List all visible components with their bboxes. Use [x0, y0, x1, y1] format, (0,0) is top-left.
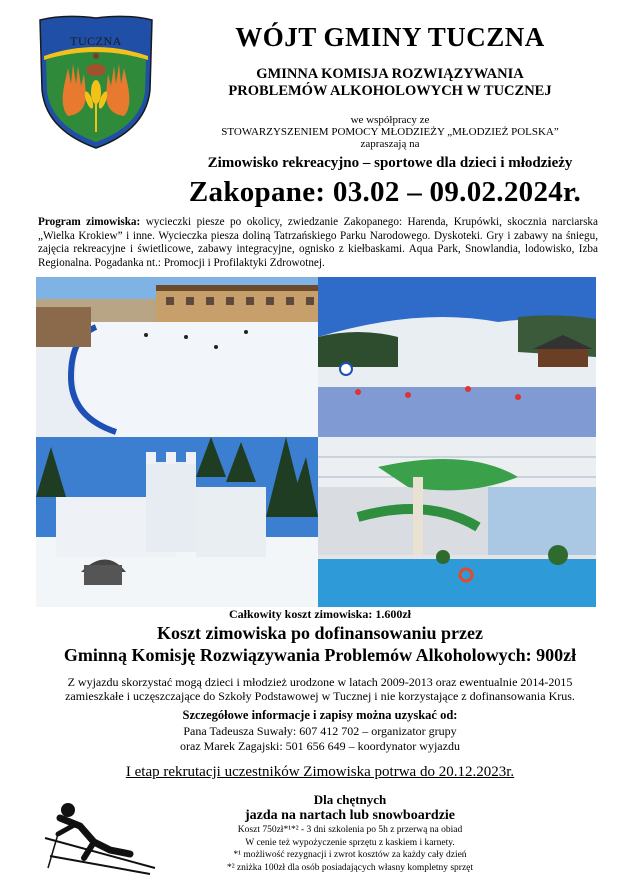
subtitle-line-1: GMINNA KOMISJA ROZWIĄZYWANIA — [256, 66, 524, 82]
eligibility-info — [40, 675, 600, 703]
subtitle-line-2: PROBLEMÓW ALKOHOLOWYCH W TUCZNEJ — [228, 83, 552, 99]
page-subtitle — [170, 66, 610, 100]
contact-organizer: Pana Tadeusza Suwały: 607 412 702 – organizator grupy — [183, 724, 457, 738]
crest-name: TUCZNA — [70, 34, 122, 48]
eligibility-line-1: Z wyjazdu skorzystać mogą dzieci i młodzież urodzone w latach 2009-2013 oraz ewentualnie 2014-2015 — [67, 675, 573, 689]
program-text: wycieczki piesze po okolicy, zwiedzanie Zakopanego: Harenda, Krupówki, skocznia narciarska „Wielka Krokiew” i inne. Wycieczka piesza doliną Tatrzańskiego Parku Narodowego. Dyskoteki. Gry i zabawy na śniegu, zajęcia rekreacyjne i świetlicowe, zabawy integracyjne, ognisko z kiełbaskami. Aqua Park, Snowlandia, lodowisko, Izba Regionalna. Pogadanka nt.: Promocji i Profilaktyki Zdrowotnej. — [38, 216, 598, 269]
optional-note-4: *² zniżka 100zł dla osób posiadających własny kompletny sprzęt — [226, 862, 474, 873]
optional-note-3: *¹ możliwość rezygnacji i zwrot kosztów za każdy cały dzień — [233, 850, 467, 860]
recruitment-deadline: I etap rekrutacji uczestników Zimowiska potrwa do 20.12.2023r. — [125, 764, 515, 780]
program-description — [38, 216, 598, 270]
event-name: Zimowisko rekreacyjno – sportowe dla dzieci i młodzieży — [207, 155, 573, 171]
optional-note-2: W cenie też wypożyczenie sprzętu z kaskiem i karnety. — [245, 837, 455, 848]
optional-note-1: Koszt 750zł*¹*² - 3 dni szkolenia po 5h z przerwą na obiad — [237, 825, 463, 835]
snow-castle-photo — [36, 437, 318, 607]
contact-coordinator: oraz Marek Zagajski: 501 656 649 – koordynator wyjazdu — [180, 738, 460, 753]
optional-heading: Dla chętnych — [313, 792, 387, 807]
details-heading: Szczegółowe informacje i zapisy można uzyskać od: — [182, 708, 458, 722]
cooperation-line-3: zapraszają na — [360, 138, 420, 150]
contact-info — [40, 724, 600, 753]
tuczna-crest-logo — [34, 12, 158, 152]
optional-activity: jazda na nartach lub snowboardzie — [244, 808, 456, 823]
cooperation-line-1: we współpracy ze — [350, 114, 430, 126]
subsidized-cost-line-1: Koszt zimowiska po dofinansowaniu przez — [156, 623, 484, 643]
skier-icon — [40, 798, 160, 878]
event-dates: Zakopane: 03.02 – 09.02.2024r. — [188, 176, 582, 208]
ice-rink-photo — [36, 277, 318, 437]
aqua-park-photo — [318, 437, 596, 607]
ski-slope-photo — [318, 277, 596, 437]
total-cost: Całkowity koszt zimowiska: 1.600zł — [229, 607, 411, 621]
page-title: WÓJT GMINY TUCZNA — [235, 22, 545, 52]
cooperation-line-2: STOWARZYSZENIEM POMOCY MŁODZIEŻY „MŁODZIEŻ POLSKA” — [221, 126, 559, 138]
subsidized-cost-line-2: Gminną Komisję Rozwiązywania Problemów Alkoholowych: 900zł — [63, 645, 577, 665]
program-label: Program zimowiska: — [38, 216, 141, 228]
optional-notes — [150, 824, 550, 874]
eligibility-line-2: zamieszkałe i uczęszczające do Szkoły Podstawowej w Tucznej i nie korzystające z dofinansowania Krus. — [65, 689, 575, 703]
